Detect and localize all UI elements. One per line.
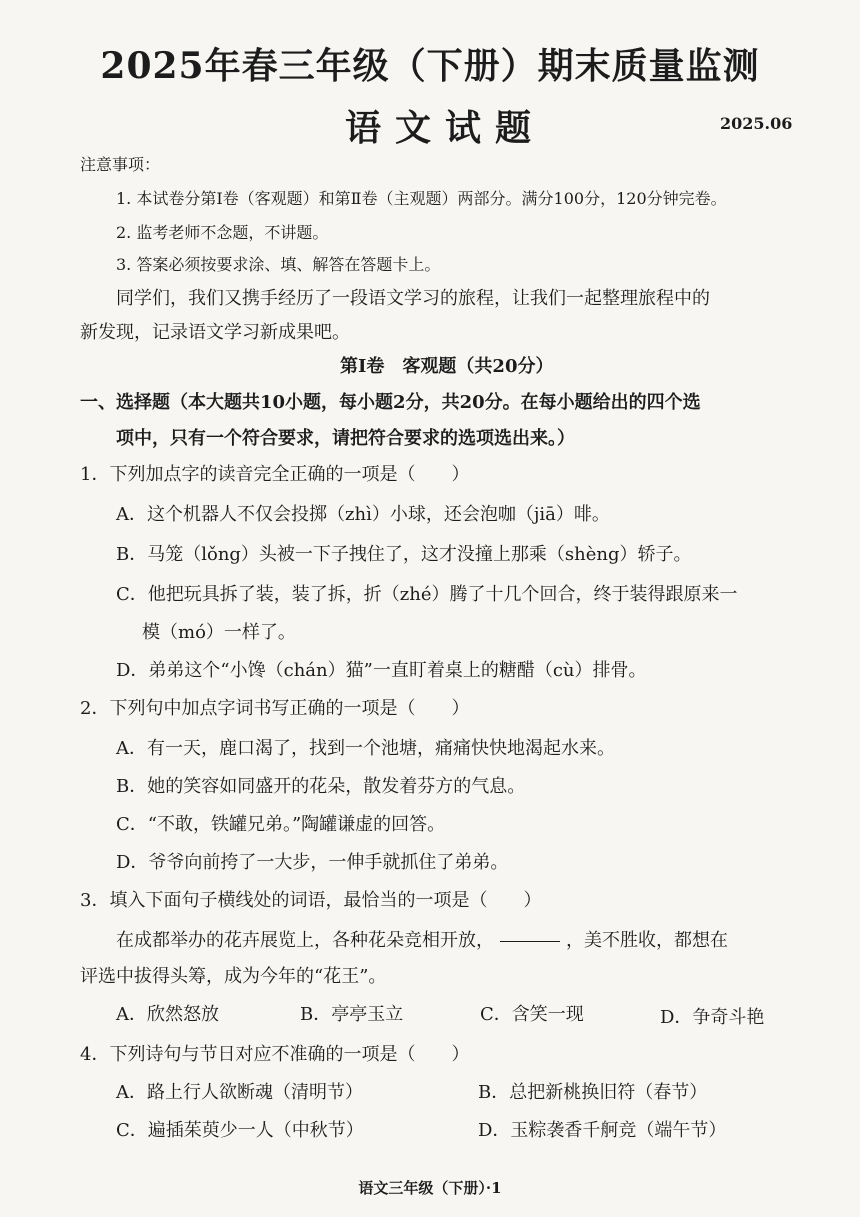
part-instruction-line-2: 项中，只有一个符合要求，请把符合要求的选项选出来。） [116, 428, 575, 449]
exam-date: 2025.06 [720, 114, 793, 133]
q1-option-d: D．弟弟这个“小馋（chán）猫”一直盯着桌上的糖醋（cù）排骨。 [116, 660, 647, 681]
q3-sentence-line-1 [116, 926, 728, 952]
q3-option-c: C．含笑一现 [480, 1004, 584, 1025]
q2-option-c: C．“不敢，铁罐兄弟。”陶罐谦虚的回答。 [116, 814, 446, 835]
q3-sentence-line-2: 评选中拔得头筹，成为今年的“花王”。 [80, 966, 387, 987]
exam-subtitle: 语文试题 [345, 107, 546, 149]
q3-option-a: A．欣然怒放 [116, 1004, 219, 1025]
q4-option-d: D．玉粽袭香千舸竞（端午节） [478, 1120, 727, 1141]
q3-option-b: B．亭亭玉立 [300, 1004, 404, 1025]
q3-sentence-part-a: 在成都举办的花卉展览上，各种花朵竞相开放， [116, 930, 494, 951]
q1-option-c-line1: C．他把玩具拆了装，装了拆，折（zhé）腾了十几个回合，终于装得跟原来一 [116, 584, 738, 605]
q2-option-a: A．有一天，鹿口渴了，找到一个池塘，痛痛快快地渴起水来。 [116, 738, 615, 759]
notice-item-1: 1. 本试卷分第Ⅰ卷（客观题）和第Ⅱ卷（主观题）两部分。满分100分，120分钟完卷。 [116, 189, 727, 208]
part-instruction-line-1: 一、选择题（本大题共10小题，每小题2分，共20分。在每小题给出的四个选 [80, 392, 701, 413]
q1-option-a: A．这个机器人不仅会投掷（zhì）小球，还会泡咖（jiā）啡。 [116, 504, 610, 525]
exam-title: 2025年春三年级（下册）期末质量监测 [100, 45, 760, 87]
notice-item-2: 2. 监考老师不念题，不讲题。 [116, 223, 329, 242]
q3-sentence-part-b: ，美不胜收，都想在 [566, 930, 728, 951]
q3-option-d: D．争奇斗艳 [660, 1007, 765, 1028]
section-heading: 第Ⅰ卷 客观题（共20分） [340, 356, 554, 377]
q2-option-d: D．爷爷向前挎了一大步，一伸手就抓住了弟弟。 [116, 852, 509, 873]
q2-stem: 2．下列句中加点字词书写正确的一项是（ ） [80, 698, 470, 719]
q1-option-b: B．马笼（lǒng）头被一下子拽住了，这才没撞上那乘（shèng）轿子。 [116, 544, 692, 565]
q2-option-b: B．她的笑容如同盛开的花朵，散发着芬方的气息。 [116, 776, 526, 797]
notice-heading: 注意事项： [80, 155, 161, 174]
page-footer: 语文三年级（下册）·1 [358, 1179, 502, 1197]
q4-stem: 4．下列诗句与节日对应不准确的一项是（ ） [80, 1044, 470, 1065]
intro-line-2: 新发现，记录语文学习新成果吧。 [80, 322, 350, 343]
q4-option-b: B．总把新桃换旧符（春节） [478, 1082, 708, 1103]
q3-answer-blank [500, 940, 560, 942]
intro-line-1: 同学们，我们又携手经历了一段语文学习的旅程，让我们一起整理旅程中的 [116, 288, 710, 309]
q4-option-c: C．遍插茱萸少一人（中秋节） [116, 1120, 364, 1141]
q1-option-c-line2: 模（mó）一样了。 [142, 622, 296, 643]
notice-item-3: 3. 答案必须按要求涂、填、解答在答题卡上。 [116, 255, 441, 274]
q3-stem: 3．填入下面句子横线处的词语，最恰当的一项是（ ） [80, 890, 542, 911]
q4-option-a: A．路上行人欲断魂（清明节） [116, 1082, 363, 1103]
q1-stem: 1．下列加点字的读音完全正确的一项是（ ） [80, 464, 470, 485]
